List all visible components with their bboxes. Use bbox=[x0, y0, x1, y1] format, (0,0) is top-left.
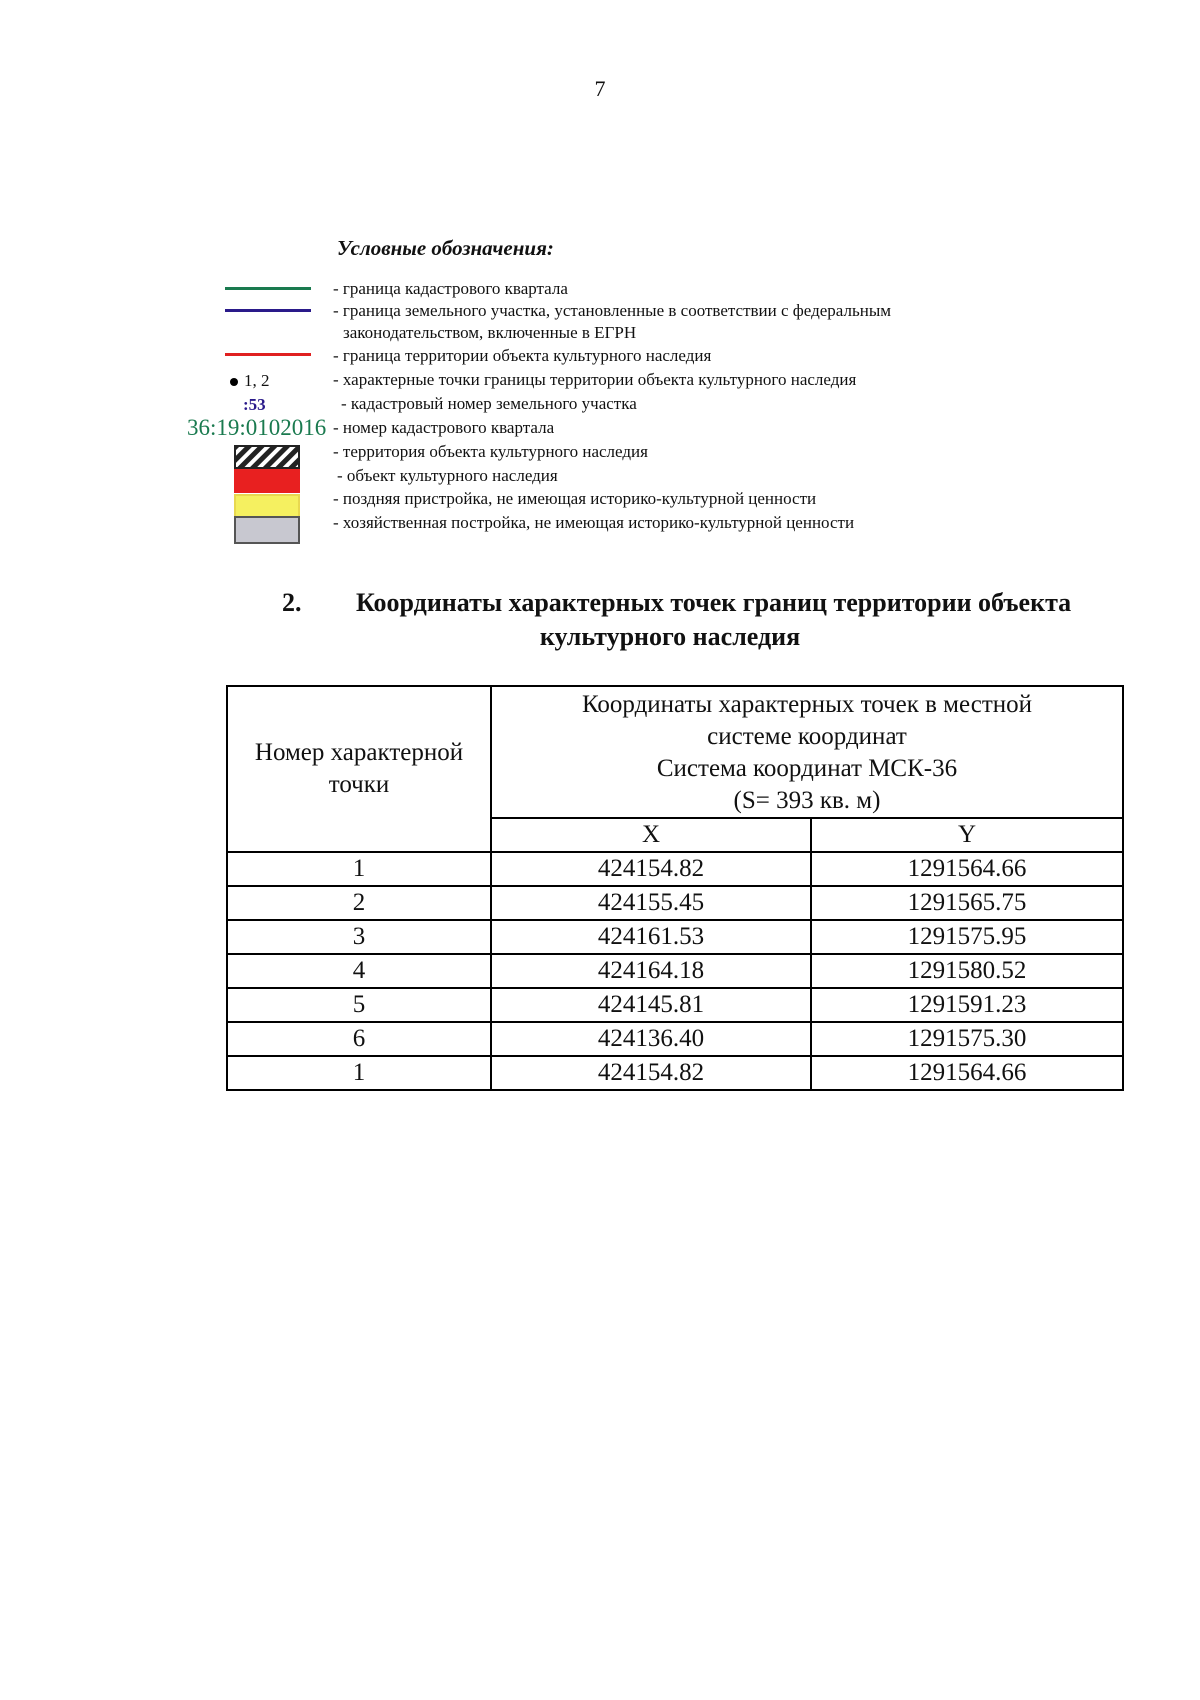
hatched-box-icon bbox=[234, 445, 300, 469]
table-row bbox=[227, 920, 1123, 954]
legend-text-parcel-number: - кадастровый номер земельного участка bbox=[341, 394, 637, 413]
col-coordinates-header bbox=[491, 686, 1123, 818]
yellow-box-icon bbox=[234, 494, 300, 518]
cell-point-number: 5 bbox=[227, 988, 491, 1022]
points-symbol bbox=[230, 370, 270, 392]
legend-text-heritage-territory: - территория объекта культурного наследия bbox=[333, 442, 648, 461]
section-title-line2: культурного наследия bbox=[539, 622, 801, 651]
coords-header-line-3: Система координат МСК-36 bbox=[656, 755, 958, 782]
cell-y: 1291575.30 bbox=[811, 1022, 1123, 1056]
legend-text-points: - характерные точки границы территории объекта культурного наследия bbox=[333, 370, 857, 389]
legend-text-quarter-boundary: - граница кадастрового квартала bbox=[333, 279, 568, 298]
legend-text-utility-building: - хозяйственная постройка, не имеющая историко-культурной ценности bbox=[333, 513, 855, 532]
section-title-line1: Координаты характерных точек границ территории объекта bbox=[356, 588, 1072, 617]
purple-line-icon bbox=[225, 309, 311, 312]
cell-point-number: 2 bbox=[227, 886, 491, 920]
section-number: 2. bbox=[282, 588, 302, 617]
cell-point-number: 6 bbox=[227, 1022, 491, 1056]
cell-x: 424155.45 bbox=[491, 886, 811, 920]
cell-y: 1291564.66 bbox=[811, 1056, 1123, 1090]
cell-point-number: 1 bbox=[227, 1056, 491, 1090]
table-row bbox=[227, 988, 1123, 1022]
legend-title: Условные обозначения: bbox=[337, 236, 554, 260]
cell-x: 424164.18 bbox=[491, 954, 811, 988]
red-box-icon bbox=[234, 469, 300, 493]
points-label: 1, 2 bbox=[244, 371, 270, 390]
cell-point-number: 1 bbox=[227, 852, 491, 886]
grey-box-icon bbox=[234, 516, 300, 544]
col-x-header: X bbox=[491, 818, 811, 852]
coords-header-line-4: (S= 393 кв. м) bbox=[733, 787, 881, 814]
cell-y: 1291580.52 bbox=[811, 954, 1123, 988]
point-dot-icon bbox=[230, 378, 238, 386]
page-number: 7 bbox=[594, 76, 606, 101]
cell-x: 424154.82 bbox=[491, 1056, 811, 1090]
legend-text-heritage-boundary: - граница территории объекта культурного наследия bbox=[333, 346, 712, 365]
table-row bbox=[227, 954, 1123, 988]
legend-text-heritage-object: - объект культурного наследия bbox=[337, 466, 558, 485]
cell-x: 424154.82 bbox=[491, 852, 811, 886]
table-row bbox=[227, 1022, 1123, 1056]
cell-y: 1291575.95 bbox=[811, 920, 1123, 954]
cell-x: 424145.81 bbox=[491, 988, 811, 1022]
cell-point-number: 3 bbox=[227, 920, 491, 954]
legend-text-parcel-boundary-cont: законодательством, включенные в ЕГРН bbox=[343, 323, 637, 342]
parcel-number-symbol: :53 bbox=[243, 395, 266, 414]
red-line-icon bbox=[225, 353, 311, 356]
legend-text-late-extension: - поздняя пристройка, не имеющая историко-культурной ценности bbox=[333, 489, 817, 508]
cell-y: 1291565.75 bbox=[811, 886, 1123, 920]
col-point-number-header: Номер характерной точки bbox=[227, 686, 491, 852]
legend-text-parcel-boundary: - граница земельного участка, установленные в соответствии с федеральным bbox=[333, 301, 892, 320]
cell-point-number: 4 bbox=[227, 954, 491, 988]
table-row bbox=[227, 1056, 1123, 1090]
cell-y: 1291564.66 bbox=[811, 852, 1123, 886]
table-header-row bbox=[227, 686, 1123, 818]
cell-x: 424161.53 bbox=[491, 920, 811, 954]
table-row bbox=[227, 852, 1123, 886]
coordinates-table bbox=[226, 685, 1124, 1091]
green-line-icon bbox=[225, 287, 311, 290]
col-y-header: Y bbox=[811, 818, 1123, 852]
cell-x: 424136.40 bbox=[491, 1022, 811, 1056]
cell-y: 1291591.23 bbox=[811, 988, 1123, 1022]
coords-header-line-2: системе координат bbox=[707, 723, 907, 750]
table-row bbox=[227, 886, 1123, 920]
quarter-number-symbol: 36:19:0102016 bbox=[187, 415, 327, 440]
legend-text-quarter-number: - номер кадастрового квартала bbox=[333, 418, 555, 437]
coords-header-line-1: Координаты характерных точек в местной bbox=[581, 691, 1032, 718]
